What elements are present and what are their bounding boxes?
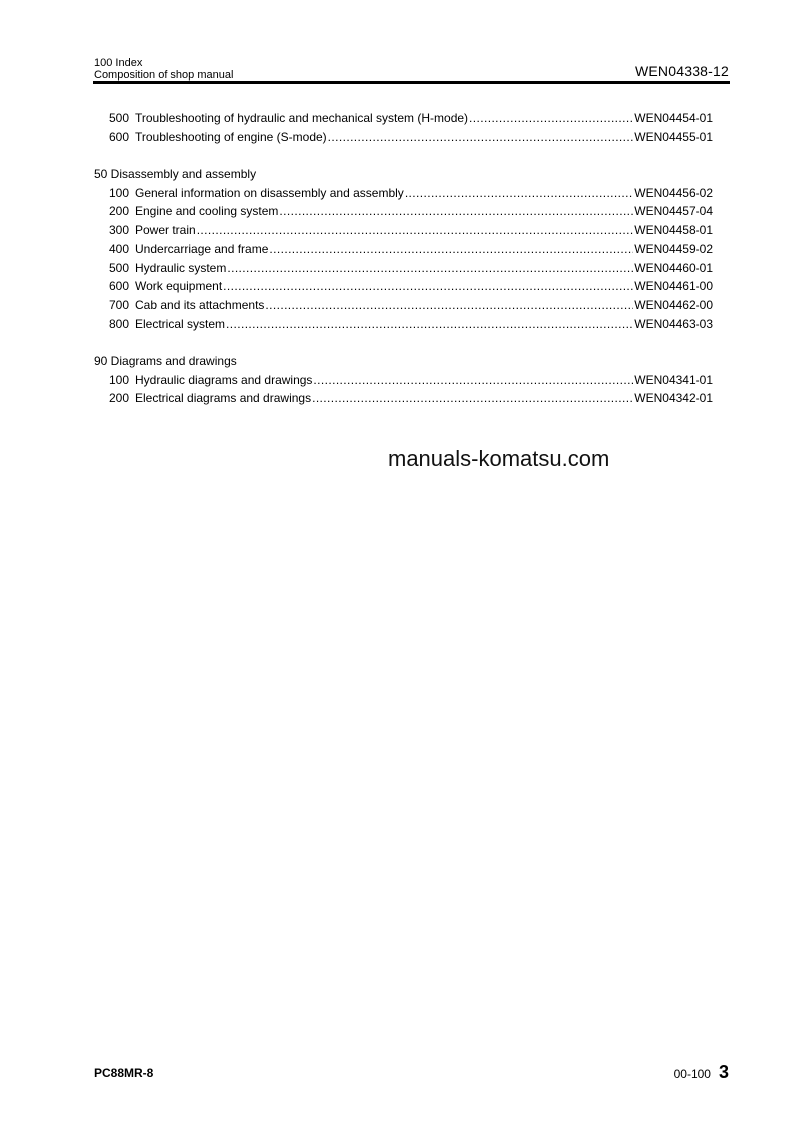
dot-leader — [405, 184, 633, 203]
dot-leader — [226, 315, 633, 334]
toc-entry-code: WEN04454-01 — [634, 111, 713, 125]
toc-entry-code: WEN04462-00 — [634, 297, 713, 312]
toc-entry[interactable] — [94, 109, 713, 128]
toc-entry-code: WEN04458-01 — [634, 223, 713, 238]
toc-entry[interactable] — [94, 221, 713, 240]
toc-entry[interactable] — [94, 277, 713, 296]
toc-entry[interactable] — [94, 389, 713, 408]
toc-entry[interactable] — [94, 296, 713, 315]
toc-entry-label: General information on disassembly and assembly — [135, 185, 404, 200]
footer-doc-section: 00-100 — [673, 1067, 711, 1081]
toc-entry-label: Troubleshooting of engine (S-mode) — [135, 129, 327, 144]
dot-leader — [223, 277, 633, 296]
toc-entry-number: 200 — [108, 391, 129, 406]
page-header-left — [94, 57, 233, 81]
toc-entry-number: 300 — [108, 223, 129, 238]
dot-leader — [197, 221, 634, 240]
toc-entry-number: 200 — [108, 204, 129, 219]
watermark-text: manuals-komatsu.com — [388, 446, 610, 471]
toc-entry[interactable] — [94, 315, 713, 334]
dot-leader — [312, 389, 633, 408]
toc-entry-number: 700 — [108, 297, 129, 312]
toc-section-title: 50 Disassembly and assembly — [94, 167, 257, 182]
dot-leader — [265, 296, 633, 315]
spacer — [94, 146, 713, 165]
toc-entry-label: Undercarriage and frame — [135, 241, 269, 256]
toc-entry[interactable] — [94, 184, 713, 203]
toc-entry-number: 500 — [108, 111, 129, 125]
dot-leader — [279, 202, 633, 221]
toc-entry[interactable] — [94, 259, 713, 278]
dot-leader — [269, 240, 633, 259]
toc-entry-label: Hydraulic system — [135, 260, 227, 275]
header-subtitle: Composition of shop manual — [94, 69, 234, 81]
toc-entry-code: WEN04460-01 — [634, 260, 713, 275]
dot-leader — [313, 371, 633, 390]
toc-entry-label: Troubleshooting of hydraulic and mechanical system (H-mode) — [135, 111, 469, 125]
dot-leader — [469, 109, 633, 128]
toc-entry-label: Cab and its attachments — [135, 297, 265, 312]
toc-entry-code: WEN04461-00 — [634, 279, 713, 294]
toc-entry-label: Power train — [135, 223, 196, 238]
page-footer-right — [674, 1062, 729, 1083]
table-of-contents — [94, 109, 713, 408]
toc-entry-label: Hydraulic diagrams and drawings — [135, 372, 313, 387]
toc-entry-number: 800 — [108, 316, 129, 331]
toc-entry-code: WEN04342-01 — [634, 391, 713, 406]
toc-entry-code: WEN04455-01 — [634, 129, 713, 144]
toc-entry-code: WEN04463-03 — [634, 316, 713, 331]
toc-entry-number: 600 — [108, 129, 129, 144]
toc-entry-label: Engine and cooling system — [135, 204, 279, 219]
toc-entry-number: 100 — [108, 185, 129, 200]
toc-entry-code: WEN04459-02 — [634, 241, 713, 256]
spacer — [94, 333, 713, 352]
toc-entry-label: Electrical system — [135, 316, 226, 331]
header-section: 100 Index — [94, 57, 143, 69]
toc-entry-label: Electrical diagrams and drawings — [135, 391, 312, 406]
toc-entry[interactable] — [94, 202, 713, 221]
header-divider — [93, 81, 730, 84]
toc-section-title: 90 Diagrams and drawings — [94, 353, 237, 368]
page-number: 3 — [718, 1062, 729, 1082]
toc-entry[interactable] — [94, 240, 713, 259]
toc-entry-label: Work equipment — [135, 279, 223, 294]
toc-entry[interactable] — [94, 128, 713, 147]
toc-entry-code: WEN04456-02 — [634, 185, 713, 200]
toc-entry-code: WEN04341-01 — [634, 372, 713, 387]
dot-leader — [227, 259, 633, 278]
toc-entry-number: 400 — [108, 241, 129, 256]
toc-entry-code: WEN04457-04 — [634, 204, 713, 219]
footer-model: PC88MR-8 — [94, 1066, 154, 1080]
toc-entry-number: 600 — [108, 279, 129, 294]
toc-entry-number: 100 — [108, 372, 129, 387]
header-doc-code: WEN04338-12 — [634, 63, 729, 79]
toc-entry-number: 500 — [108, 260, 129, 275]
dot-leader — [328, 128, 634, 147]
toc-entry[interactable] — [94, 371, 713, 390]
